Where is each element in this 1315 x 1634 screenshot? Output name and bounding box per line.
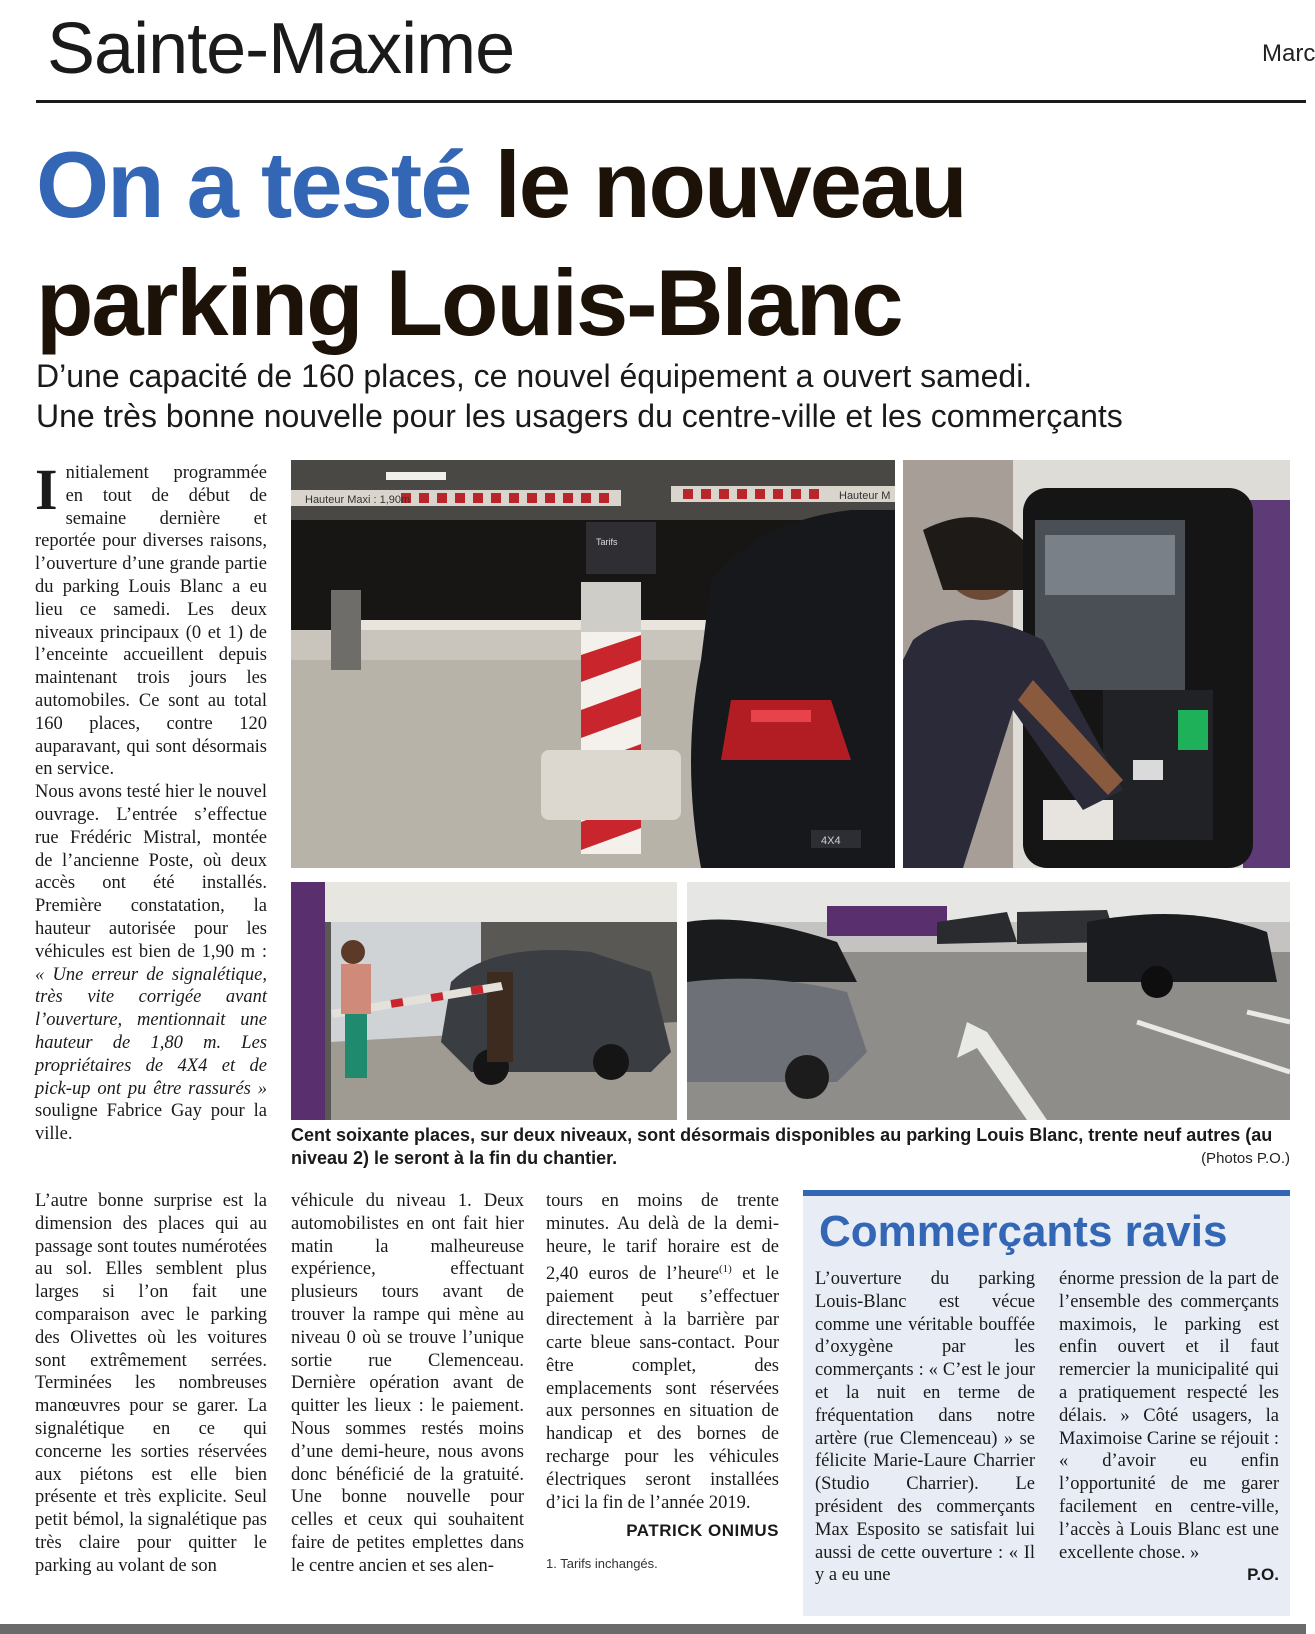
date-fragment: Marc: [1262, 40, 1315, 67]
deck: [36, 356, 1296, 436]
photo-credit: (Photos P.O.): [1201, 1150, 1290, 1167]
sidebar-text-1: L’ouverture du parking Louis-Blanc est vécue comme une véritable bouffée d’oxygène par les commerçants : « C’est le jour et la nuit en terme de fréquentation dans notre artère (rue Clemenceau) » se félicite Marie-Laure Charrier (Studio Charrier). Le président des commerçants Max Esposito se satisfait lui aussi de cette ouverture : « Il y a eu une: [815, 1269, 1035, 1586]
article-paragraph-3c: [546, 1190, 779, 1514]
deck-line-1: D’une capacité de 160 places, ce nouvel équipement a ouvert samedi.: [36, 358, 1033, 394]
article-paragraph-3b: véhicule du niveau 1. Deux automobilistes en ont fait hier matin la malheureuse expérience, effectuant plusieurs tours avant de trouver la rampe qui mène au niveau 0 où se trouve l’unique sortie rue Clemenceau. Dernière opération avant de quitter les lieux : le paiement. Nous sommes restés moins d’une demi-heure, nous avons donc bénéficié de la gratuité. Une bonne nouvelle pour celles et ceux qui souhaitent faire de petites emplettes dans le centre ancien et ses alen-: [291, 1191, 524, 1576]
sign-height-1: Hauteur Maxi : 1,90m: [305, 494, 411, 506]
p3c-start: tours en moins de trente minutes. Au delà de la demi-heure, le tarif horaire est de 2,40 euros de l’heure: [546, 1191, 779, 1285]
photo-terminal-drawing: [903, 460, 1290, 868]
article-paragraph-3a: L’autre bonne surprise est la dimension des places qui au passage sont toutes numérotées au sol. Elles semblent plus larges si l’on fait une comparaison avec le parking des Olivettes où les voitures sont extrêmement serrées. Terminées les nombreuses manœuvres pour se garer. La signalétique en ce qui concerne les sorties réservées aux piétons est elle bien présente et très explicite. Seul petit bémol, la signalétique pas très claire pour quitter le parking au volant de son: [35, 1191, 267, 1576]
article-column-1-bottom: [35, 1190, 267, 1578]
photo-parking-level: [687, 882, 1290, 1120]
article-column-3: [546, 1190, 779, 1576]
p2-end: souligne Fabrice Gay pour la ville.: [35, 1101, 267, 1145]
p2-start: Nous avons testé hier le nouvel ouvrage. L’entrée s’effectue rue Frédéric Mistral, montée de l’ancienne Poste, où deux accès ont été installés. Première constatation, la hauteur autorisée pour les véhicules est bien de 1,90 m :: [35, 782, 267, 962]
article-paragraph-2: [35, 781, 267, 1146]
photo-barrier-exit: [291, 882, 677, 1120]
p2-quote: « Une erreur de signalétique, très vite corrigée avant l’ouverture, mentionnait une hauteur de 1,80 m. Les propriétaires de 4X4 et de pick-up ont pu être rassurés »: [35, 964, 267, 1099]
article-column-2: [291, 1190, 524, 1578]
sidebar-text-2: énorme pression de la part de l’ensemble des commerçants maximois, le parking est enfin ouvert et il faut remercier la municipalité qui a pratiquement respecté les délais. » Côté usagers, la Maximoise Carine se réjouit : « d’avoir eu enfin l’opportunité de me garer facilement en centre-ville, l’accès à Louis Blanc est une excellente chose. »: [1059, 1269, 1279, 1563]
byline: PATRICK ONIMUS: [626, 1521, 779, 1541]
photo-barrier-drawing: [291, 882, 677, 1120]
sidebar-box: [803, 1190, 1290, 1616]
drop-cap: I: [35, 457, 58, 522]
p3c-end: et le paiement peut s’effectuer directement à la barrière par carte bleue sans-contact. Pour être complet, des emplacements sont réservées aux personnes en situation de handicap et des bornes de recharge pour les véhicules électriques seront installées d’ici la fin de l’année 2019.: [546, 1264, 779, 1513]
photo-caption: Cent soixante places, sur deux niveaux, sont désormais disponibles au parking Louis Blanc, trente neuf autres (au niveau 2) le seront à la fin du chantier.: [291, 1125, 1273, 1168]
deck-line-2: Une très bonne nouvelle pour les usagers du centre-ville et les commerçants: [36, 398, 1123, 434]
tarifs-sign: Tarifs: [596, 537, 618, 547]
sign-height-2: Hauteur M: [839, 490, 891, 502]
sidebar-column-2: [1059, 1268, 1279, 1587]
footnote: 1. Tarifs inchangés.: [546, 1556, 658, 1572]
sidebar-title: Commerçants ravis: [819, 1207, 1228, 1256]
article-paragraph-1: nitialement programmée en tout de début de semaine dernière et reportée pour diverses raisons, l’ouverture d’une grande partie du parking Louis Blanc a eu lieu ce samedi. Les deux niveaux principaux (0 et 1) de l’enceinte accueillent depuis maintenant trois jours les automobiles. Ce sont au total 160 places, contre 120 auparavant, qui sont désormais en service.: [35, 463, 267, 780]
photo-entrance-drawing: [291, 460, 895, 868]
photo-parking-entrance: [291, 460, 895, 868]
photo-level-drawing: [687, 882, 1290, 1120]
headline: [36, 126, 1296, 362]
headline-rest: le nouveau parking Louis-Blanc: [36, 132, 966, 355]
headline-accent: On a testé: [36, 132, 471, 237]
photo-payment-terminal: [903, 460, 1290, 868]
footnote-mark: (1): [719, 1263, 732, 1276]
section-title: Sainte-Maxime: [47, 9, 515, 89]
top-rule: [36, 100, 1306, 103]
car-badge: 4X4: [821, 835, 841, 847]
sidebar-column-1: [815, 1268, 1035, 1587]
article-column-1-top: [35, 457, 267, 1146]
bottom-rule: [0, 1624, 1306, 1634]
sidebar-signature: P.O.: [1247, 1565, 1279, 1585]
